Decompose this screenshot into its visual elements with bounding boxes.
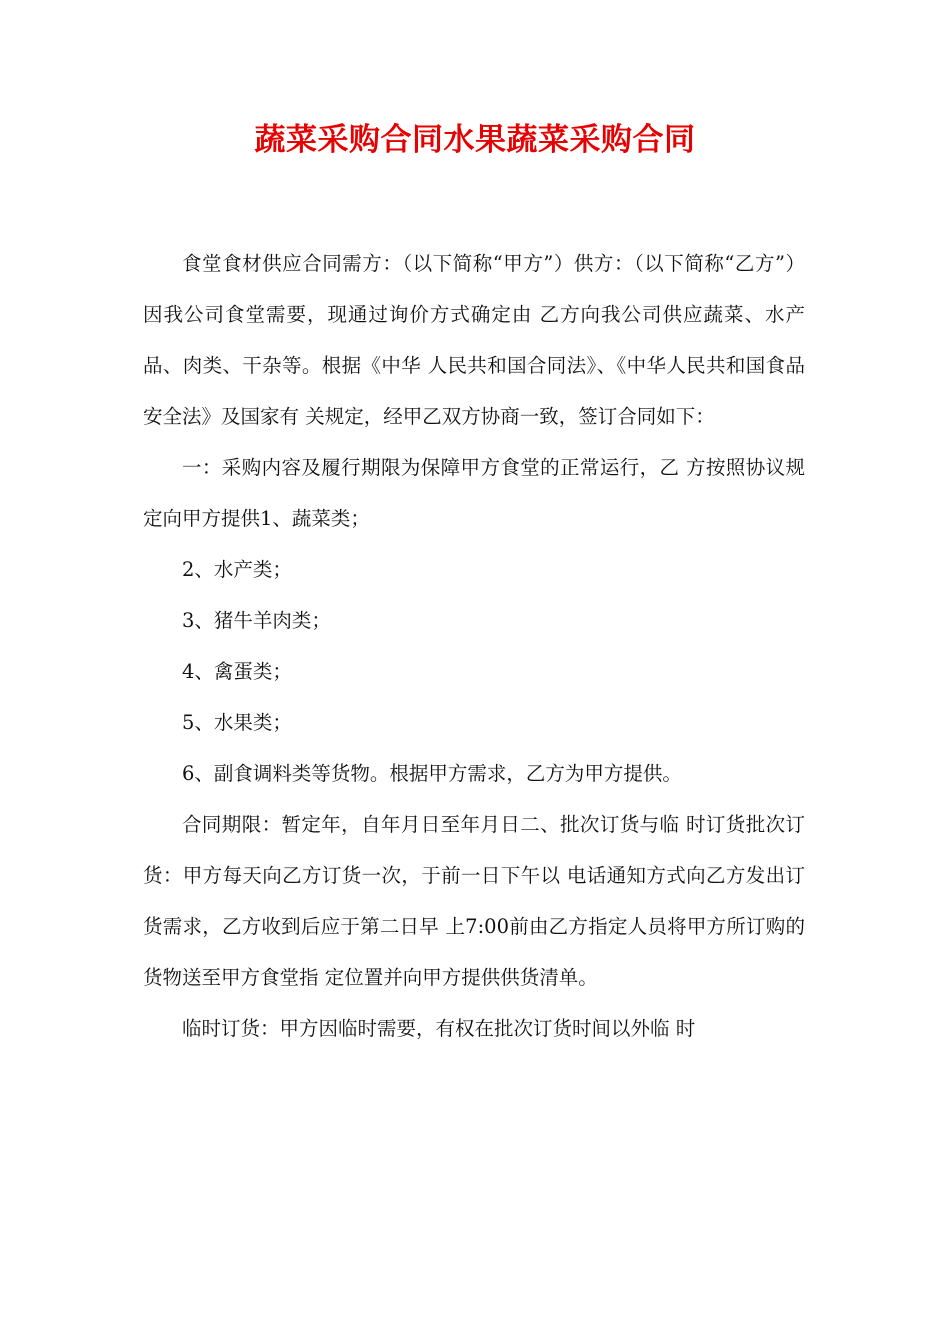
- document-title: 蔬菜采购合同水果蔬菜采购合同: [254, 122, 696, 158]
- paragraph-temporary-order: 临时订货：甲方因临时需要，有权在批次订货时间以外临 时: [182, 1017, 696, 1040]
- list-item-fruit: 5、水果类；: [182, 711, 292, 734]
- list-item-aquatic: 2、水产类；: [182, 558, 292, 581]
- list-item-poultry-eggs: 4、禽蛋类；: [182, 660, 292, 683]
- paragraph-contract-term: 合同期限：暂定年，自年月日至年月日二、批次订货与临 时订货批次订货：甲方每天向乙方订货一次，于前一日下午以 电话通知方式向乙方发出订货需求，乙方收到后应于第二日早 上7:00前由乙方指定人员将甲方所订购的货物送至甲方食堂指 定位置并向甲方提供供货清单。: [143, 813, 805, 989]
- paragraph-intro: 食堂食材供应合同需方：（以下简称“甲方”）供方：（以下简称“乙方”）因我公司食堂需要，现通过询价方式确定由 乙方向我公司供应蔬菜、水产品、肉类、干杂等。根据《中华 人民共和国合同法》、《中华人民共和国食品安全法》及国家有 关规定，经甲乙双方协商一致，签订合同如下：: [143, 252, 805, 428]
- paragraph-clause-1: 一：采购内容及履行期限为保障甲方食堂的正常运行，乙 方按照协议规定向甲方提供1、蔬菜类；: [143, 456, 805, 530]
- document-body: [143, 238, 805, 1054]
- list-item-meat: 3、猪牛羊肉类；: [182, 609, 331, 632]
- list-item-condiments: 6、副食调料类等货物。根据甲方需求，乙方为甲方提供。: [182, 762, 682, 785]
